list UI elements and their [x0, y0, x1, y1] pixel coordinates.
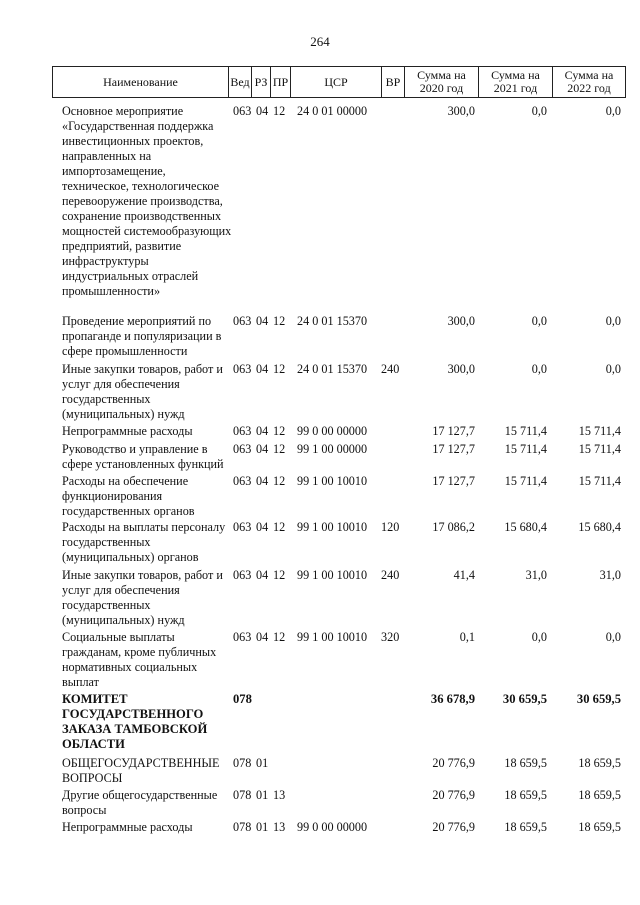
row-sum-2021: 18 659,5	[504, 788, 547, 802]
row-sum-2021: 15 711,4	[504, 424, 547, 438]
page-number: 264	[310, 34, 330, 49]
row-ved: 063	[233, 424, 252, 438]
row-rz: 04	[256, 104, 269, 118]
row-csr: 24 0 01 15370	[297, 362, 368, 376]
row-sum-2022: 18 659,5	[578, 820, 621, 834]
row-sum-2022: 0,0	[605, 630, 621, 644]
row-rz: 04	[256, 520, 269, 534]
table-header	[52, 66, 626, 98]
row-sum-2021: 0,0	[531, 362, 547, 376]
header-name: Наименование	[53, 67, 229, 97]
row-vr: 120	[381, 520, 400, 534]
header-pr: ПР	[271, 67, 291, 97]
header-vr: ВР	[382, 67, 405, 97]
row-sum-2022: 31,0	[599, 568, 621, 582]
row-pr: 12	[273, 104, 286, 118]
row-vr: 240	[381, 568, 400, 582]
row-name: Другие общегосударственные вопросы	[62, 788, 218, 817]
row-sum-2021: 30 659,5	[502, 692, 547, 706]
row-pr: 12	[273, 474, 286, 488]
row-ved: 078	[233, 692, 252, 706]
row-rz: 01	[256, 756, 269, 770]
row-rz: 04	[256, 630, 269, 644]
row-sum-2022: 15 711,4	[578, 474, 621, 488]
row-sum-2022: 0,0	[605, 362, 621, 376]
row-sum-2020: 17 127,7	[432, 474, 475, 488]
row-sum-2020: 0,1	[459, 630, 475, 644]
row-ved: 063	[233, 520, 252, 534]
row-csr: 99 1 00 10010	[297, 520, 368, 534]
row-sum-2021: 18 659,5	[504, 756, 547, 770]
row-csr: 24 0 01 15370	[297, 314, 368, 328]
row-rz: 01	[256, 788, 269, 802]
row-sum-2022: 0,0	[605, 314, 621, 328]
row-sum-2021: 0,0	[531, 104, 547, 118]
row-csr: 24 0 01 00000	[297, 104, 368, 118]
row-rz: 04	[256, 568, 269, 582]
row-pr: 12	[273, 314, 286, 328]
row-sum-2020: 17 086,2	[432, 520, 475, 534]
row-name: Проведение мероприятий по пропаганде и популяризации в сфере промышленности	[62, 314, 222, 358]
row-rz: 04	[256, 362, 269, 376]
row-name: Иные закупки товаров, работ и услуг для обеспечения государственных (муниципальных) нужд	[62, 362, 223, 421]
row-ved: 063	[233, 362, 252, 376]
row-csr: 99 1 00 00000	[297, 442, 368, 456]
row-sum-2022: 15 711,4	[578, 442, 621, 456]
row-name: КОМИТЕТ ГОСУДАРСТВЕННОГО ЗАКАЗА ТАМБОВСКОЙ ОБЛАСТИ	[62, 692, 208, 751]
row-sum-2022: 15 711,4	[578, 424, 621, 438]
row-sum-2020: 20 776,9	[432, 788, 475, 802]
row-rz: 04	[256, 314, 269, 328]
row-ved: 063	[233, 442, 252, 456]
row-ved: 063	[233, 314, 252, 328]
row-sum-2021: 15 680,4	[504, 520, 547, 534]
row-csr: 99 1 00 10010	[297, 568, 368, 582]
row-sum-2021: 0,0	[531, 314, 547, 328]
row-pr: 12	[273, 568, 286, 582]
row-sum-2021: 15 711,4	[504, 474, 547, 488]
row-sum-2021: 0,0	[531, 630, 547, 644]
row-csr: 99 1 00 10010	[297, 630, 368, 644]
row-sum-2022: 18 659,5	[578, 756, 621, 770]
row-sum-2021: 15 711,4	[504, 442, 547, 456]
row-sum-2021: 18 659,5	[504, 820, 547, 834]
row-vr: 320	[381, 630, 400, 644]
row-pr: 13	[273, 820, 286, 834]
row-pr: 13	[273, 788, 286, 802]
row-sum-2022: 18 659,5	[578, 788, 621, 802]
row-name: Руководство и управление в сфере установленных функций	[62, 442, 224, 471]
row-pr: 12	[273, 424, 286, 438]
header-sum-2022: Сумма на 2022 год	[564, 68, 614, 95]
row-ved: 078	[233, 756, 252, 770]
row-ved: 078	[233, 820, 252, 834]
row-vr: 240	[381, 362, 400, 376]
row-sum-2022: 30 659,5	[576, 692, 621, 706]
header-csr: ЦСР	[291, 67, 382, 97]
row-pr: 12	[273, 362, 286, 376]
row-sum-2020: 300,0	[447, 314, 475, 328]
row-name: Основное мероприятие «Государственная поддержка инвестиционных проектов, направленных на импортозамещение, техническое, технологическое перевооружение производства, сохранение производственных мощностей системообразующих предприятий, развитие инфраструктуры индустриальных отраслей промышленности»	[62, 104, 232, 298]
row-ved: 078	[233, 788, 252, 802]
row-sum-2020: 17 127,7	[432, 442, 475, 456]
row-sum-2021: 31,0	[525, 568, 547, 582]
row-name: Непрограммные расходы	[62, 424, 193, 438]
row-rz: 04	[256, 442, 269, 456]
row-name: Непрограммные расходы	[62, 820, 193, 834]
row-sum-2020: 300,0	[447, 362, 475, 376]
row-name: Расходы на обеспечение функционирования государственных органов	[62, 474, 195, 518]
row-name: ОБЩЕГОСУДАРСТВЕННЫЕ ВОПРОСЫ	[62, 756, 220, 785]
header-sum-2021: Сумма на 2021 год	[479, 67, 553, 97]
header-sum-2020: Сумма на 2020 год	[405, 67, 479, 97]
row-sum-2020: 17 127,7	[432, 424, 475, 438]
row-rz: 04	[256, 424, 269, 438]
row-sum-2022: 0,0	[605, 104, 621, 118]
row-sum-2020: 20 776,9	[432, 820, 475, 834]
row-ved: 063	[233, 474, 252, 488]
row-ved: 063	[233, 568, 252, 582]
row-sum-2020: 20 776,9	[432, 756, 475, 770]
row-name: Иные закупки товаров, работ и услуг для обеспечения государственных (муниципальных) нужд	[62, 568, 223, 627]
row-csr: 99 0 00 00000	[297, 424, 368, 438]
row-pr: 12	[273, 630, 286, 644]
row-sum-2020: 300,0	[447, 104, 475, 118]
row-name: Расходы на выплаты персоналу государственных (муниципальных) органов	[62, 520, 226, 564]
row-rz: 04	[256, 474, 269, 488]
header-rz: РЗ	[252, 67, 271, 97]
row-csr: 99 1 00 10010	[297, 474, 368, 488]
row-pr: 12	[273, 442, 286, 456]
row-ved: 063	[233, 104, 252, 118]
row-csr: 99 0 00 00000	[297, 820, 368, 834]
header-ved: Вед	[229, 67, 252, 97]
row-sum-2020: 41,4	[453, 568, 475, 582]
row-pr: 12	[273, 520, 286, 534]
row-ved: 063	[233, 630, 252, 644]
row-sum-2020: 36 678,9	[430, 692, 475, 706]
row-name: Социальные выплаты гражданам, кроме публичных нормативных социальных выплат	[62, 630, 217, 689]
row-sum-2022: 15 680,4	[578, 520, 621, 534]
row-rz: 01	[256, 820, 269, 834]
